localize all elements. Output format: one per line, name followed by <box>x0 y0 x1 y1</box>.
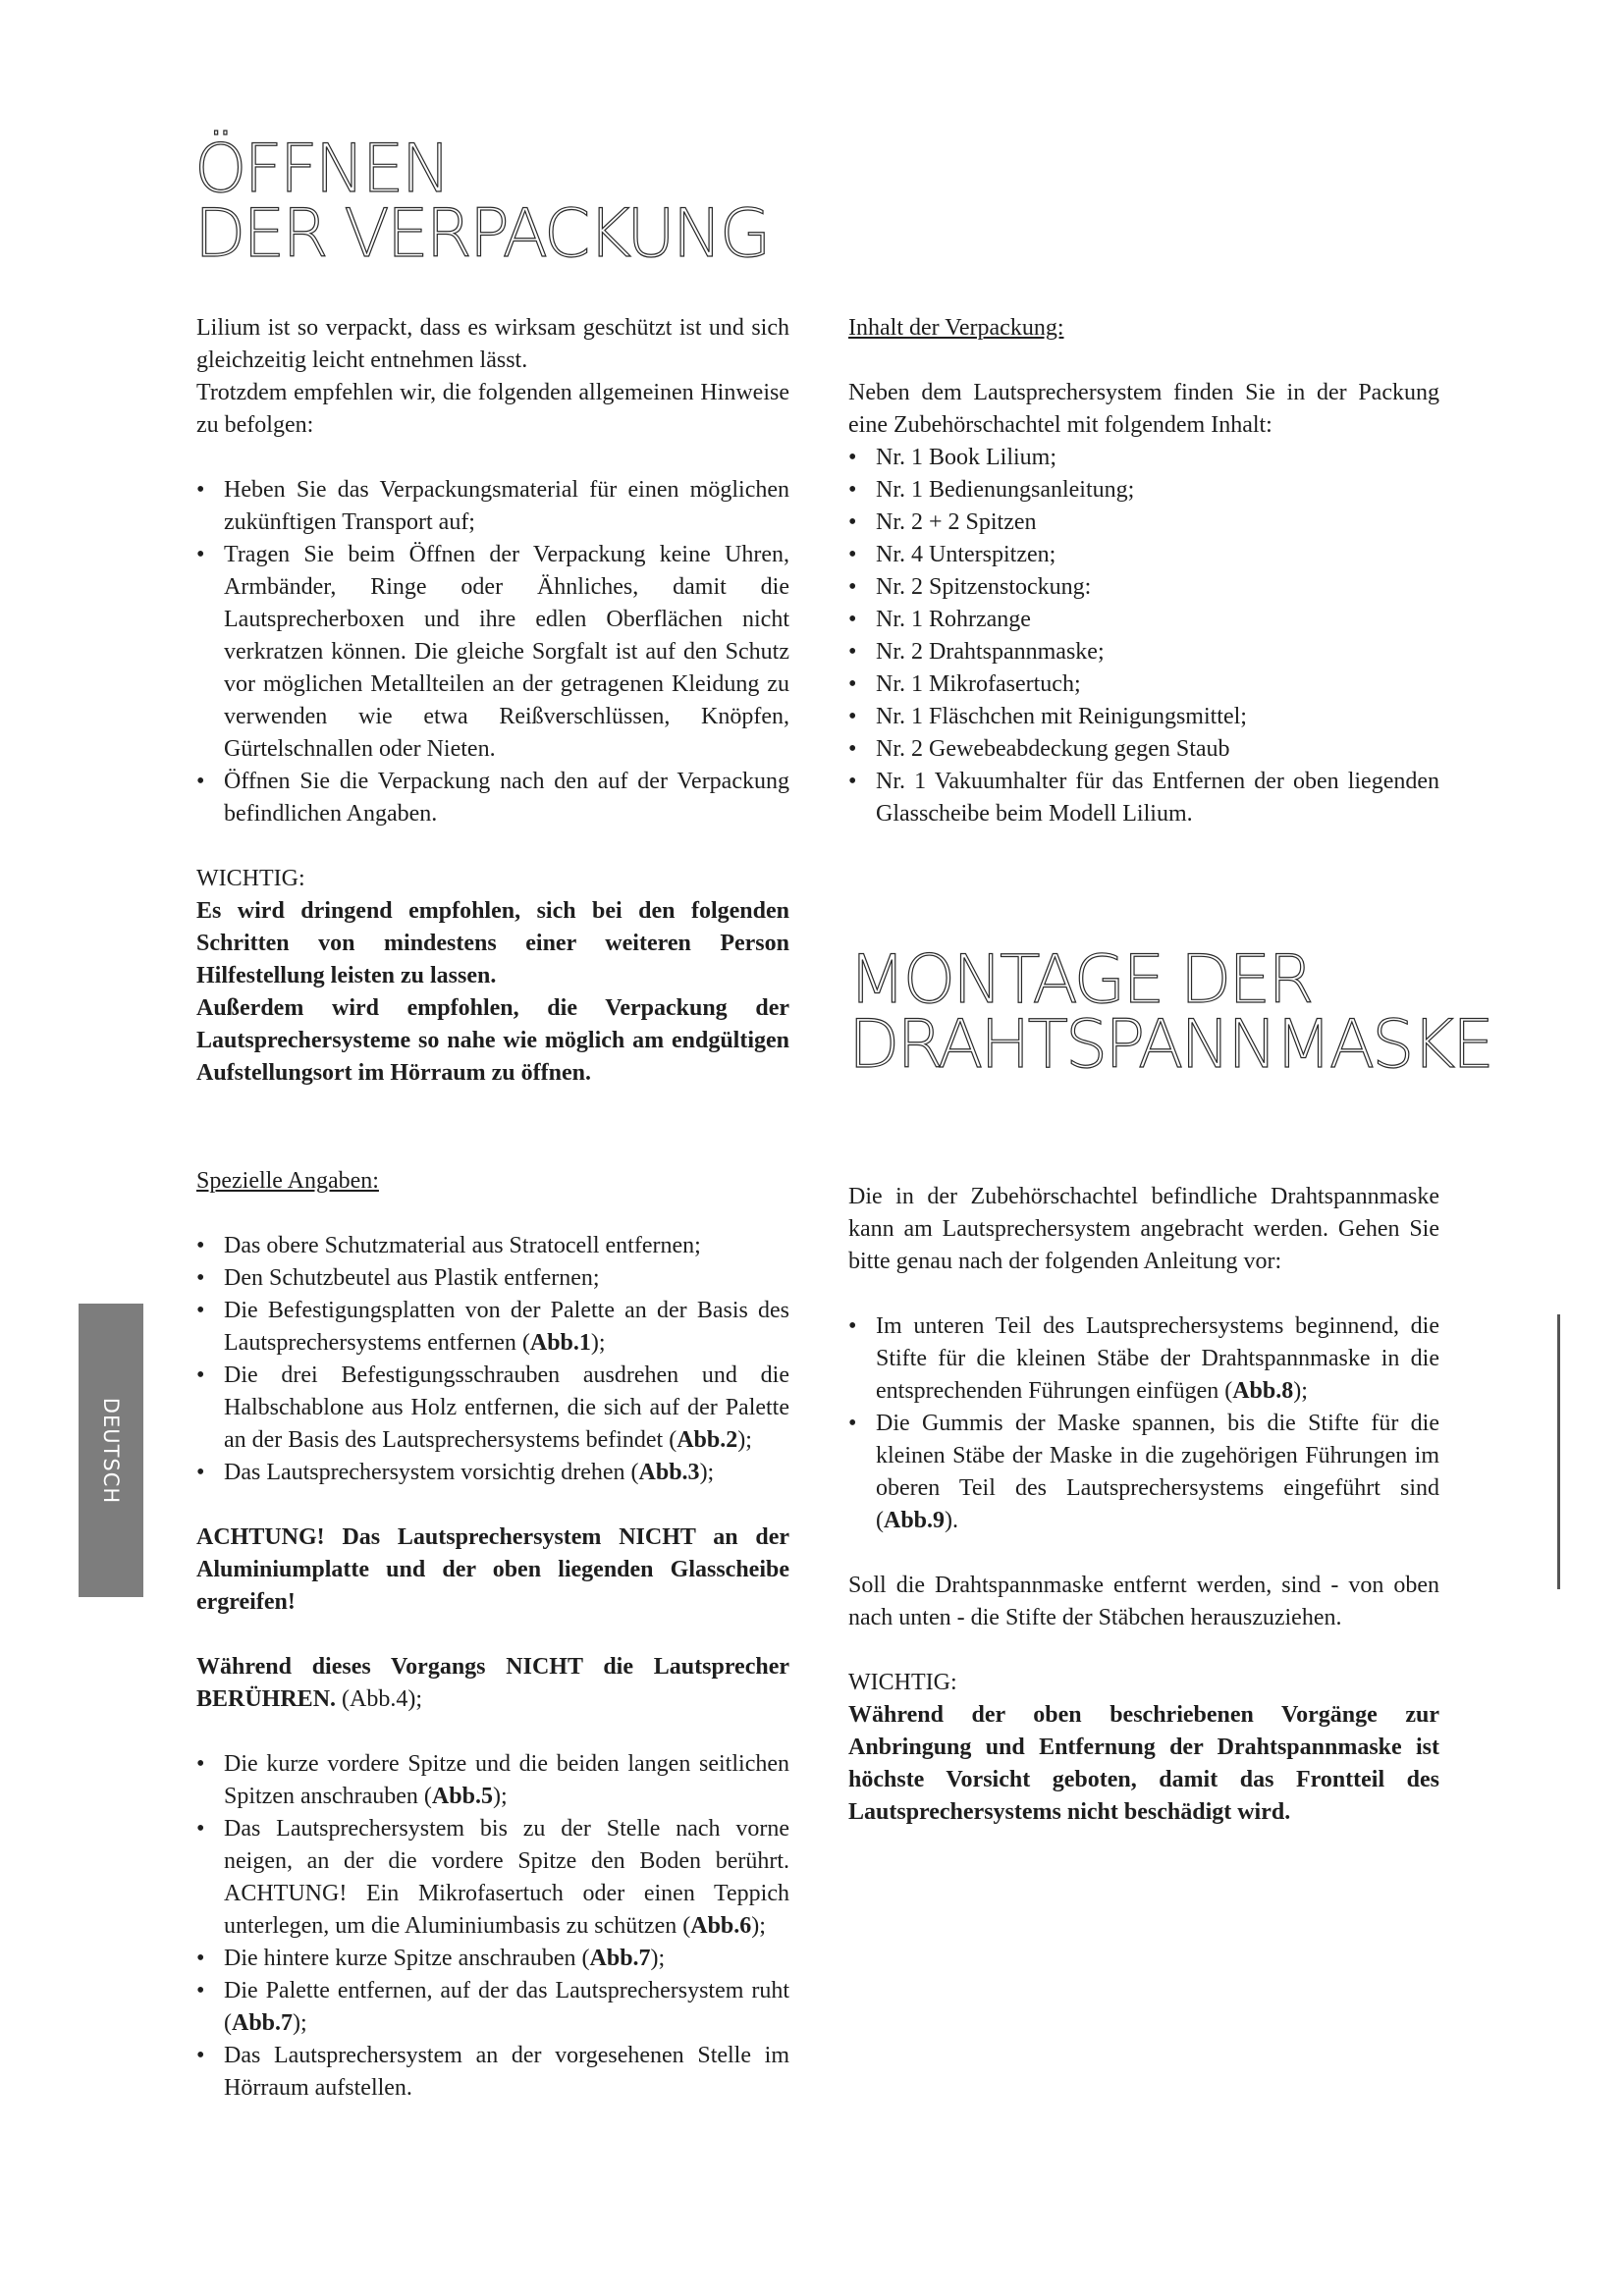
list-item: • Nr. 2 Spitzenstockung: <box>848 571 1439 604</box>
mask-intro: Die in der Zubehörschachtel befindliche Drahtspannmaske kann am Lautsprechersystem angebracht werden. Gehen Sie bitte genau nach der folgenden Anleitung vor: <box>848 1184 1439 1274</box>
list-item: • Öffnen Sie die Verpackung nach den auf der Verpackung befindlichen Angaben. <box>196 766 789 830</box>
opening-bullet-list <box>196 474 789 830</box>
page-edge-marker <box>1557 1314 1560 1589</box>
contents-intro: Neben dem Lautsprechersystem finden Sie in der Packung eine Zubehörschachtel mit folgendem Inhalt: <box>848 380 1439 438</box>
language-label: DEUTSCH <box>99 1397 123 1504</box>
figure-ref: Abb.7 <box>589 1946 651 1971</box>
list-item: • Die kurze vordere Spitze und die beiden langen seitlichen Spitzen anschrauben (Abb.5); <box>196 1748 789 1813</box>
during-text: Während dieses Vorgangs NICHT die Lautsprecher BERÜHREN. (Abb.4); <box>196 1654 789 1712</box>
list-item: • Im unteren Teil des Lautsprechersystems beginnend, die Stifte für die kleinen Stäbe der Drahtspannmaske in die entsprechenden Führungen einfügen (Abb.8); <box>848 1310 1439 1408</box>
intro-paragraph-2: Trotzdem empfehlen wir, die folgenden allgemeinen Hinweise zu befolgen: <box>196 380 789 438</box>
important-label: WICHTIG: <box>848 1670 957 1695</box>
mask-removal-text: Soll die Drahtspannmaske entfernt werden, sind - von oben nach unten - die Stifte der Stäbchen herauszuziehen. <box>848 1573 1439 1630</box>
section-title-opening <box>194 131 769 273</box>
figure-ref: Abb.5 <box>431 1784 493 1809</box>
list-item: • Die drei Befestigungsschrauben ausdrehen und die Halbschablone aus Holz entfernen, die sich auf der Palette an der Basis des Lautsprechersystems befindet (Abb.2); <box>196 1360 789 1457</box>
list-item: • Nr. 1 Fläschchen mit Reinigungsmittel; <box>848 701 1439 733</box>
list-item: • Nr. 2 Gewebeabdeckung gegen Staub <box>848 733 1439 766</box>
special-instructions-column <box>196 1165 789 2105</box>
special-heading: Spezielle Angaben: <box>196 1168 379 1194</box>
title-line-2: DER VERPACKUNG <box>194 195 769 273</box>
figure-ref: Abb.2 <box>677 1427 738 1453</box>
title-line-2: DRAHTSPANNMASKE <box>848 1006 1492 1084</box>
list-item: • Die Befestigungsplatten von der Palette an der Basis des Lautsprechersystems entfernen (Abb.1); <box>196 1295 789 1360</box>
warning-text: ACHTUNG! Das Lautsprechersystem NICHT an der Aluminiumplatte und der oben liegenden Glasscheibe ergreifen! <box>196 1524 789 1615</box>
important-text: Während der oben beschriebenen Vorgänge zur Anbringung und Entfernung der Drahtspannmaske ist höchste Vorsicht geboten, damit das Frontteil des Lautsprechersystems nicht beschädigt wird. <box>848 1702 1439 1825</box>
list-item: • Nr. 1 Rohrzange <box>848 604 1439 636</box>
figure-ref: Abb.8 <box>1232 1378 1294 1404</box>
list-item: • Nr. 2 + 2 Spitzen <box>848 507 1439 539</box>
list-item: • Das Lautsprechersystem vorsichtig drehen (Abb.3); <box>196 1457 789 1489</box>
list-item: • Nr. 1 Book Lilium; <box>848 442 1439 474</box>
figure-ref: Abb.3 <box>638 1460 700 1485</box>
important-label: WICHTIG: <box>196 866 305 891</box>
contents-list <box>848 442 1439 830</box>
important-text-2: Außerdem wird empfohlen, die Verpackung der Lautsprechersysteme so nahe wie möglich am endgültigen Aufstellungsort im Hörraum zu öffnen. <box>196 995 789 1086</box>
list-item: • Das obere Schutzmaterial aus Stratocell entfernen; <box>196 1230 789 1262</box>
special-bullet-list-2 <box>196 1748 789 2105</box>
figure-ref: Abb.7 <box>232 2010 294 2036</box>
list-item: • Nr. 1 Bedienungsanleitung; <box>848 474 1439 507</box>
special-bullet-list-1 <box>196 1230 789 1489</box>
list-item: • Nr. 1 Mikrofasertuch; <box>848 668 1439 701</box>
list-item: • Den Schutzbeutel aus Plastik entfernen; <box>196 1262 789 1295</box>
figure-ref: Abb.9 <box>884 1508 946 1533</box>
list-item: • Nr. 1 Vakuumhalter für das Entfernen der oben liegenden Glasscheibe beim Modell Lilium. <box>848 766 1439 830</box>
section-title-mask <box>848 941 1492 1084</box>
contents-heading: Inhalt der Verpackung: <box>848 315 1064 341</box>
title-line-1: ÖFFNEN <box>194 131 449 208</box>
list-item: • Nr. 2 Drahtspannmaske; <box>848 636 1439 668</box>
list-item: • Das Lautsprechersystem bis zu der Stelle nach vorne neigen, an der die vordere Spitze den Boden berührt. ACHTUNG! Ein Mikrofasertuch oder einen Teppich unterlegen, um die Aluminiumbasis zu schützen (Abb.6); <box>196 1813 789 1943</box>
figure-ref: Abb.6 <box>690 1913 752 1939</box>
intro-paragraph-1: Lilium ist so verpackt, dass es wirksam geschützt ist und sich gleichzeitig leicht entnehmen lässt. <box>196 315 789 373</box>
opening-text-column <box>196 312 789 1090</box>
list-item: • Die Gummis der Maske spannen, bis die Stifte für die kleinen Stäbe der Maske in die zugehörigen Führungen im oberen Teil des Lautsprechersystems eingeführt sind (Abb.9). <box>848 1408 1439 1537</box>
list-item: • Tragen Sie beim Öffnen der Verpackung keine Uhren, Armbänder, Ringe oder Ähnliches, damit die Lautsprecherboxen und ihre edlen Oberflächen nicht verkratzen können. Die gleiche Sorgfalt ist auf den Schutz vor möglichen Metallteilen an der getragenen Kleidung zu verwenden wie etwa Reißverschlüssen, Knöpfen, Gürtelschnallen oder Nieten. <box>196 539 789 766</box>
important-text-1: Es wird dringend empfohlen, sich bei den folgenden Schritten von mindestens einer weiteren Person Hilfestellung leisten zu lassen. <box>196 898 789 988</box>
language-side-tab <box>79 1304 143 1597</box>
list-item: • Das Lautsprechersystem an der vorgesehenen Stelle im Hörraum aufstellen. <box>196 2040 789 2105</box>
title-line-1: MONTAGE DER <box>848 941 1312 1019</box>
list-item: • Die Palette entfernen, auf der das Lautsprechersystem ruht (Abb.7); <box>196 1975 789 2040</box>
list-item: • Heben Sie das Verpackungsmaterial für einen möglichen zukünftigen Transport auf; <box>196 474 789 539</box>
package-contents-column <box>848 312 1439 830</box>
figure-ref: Abb.1 <box>529 1330 591 1356</box>
mask-bullet-list <box>848 1310 1439 1537</box>
mask-mounting-column <box>848 1181 1439 1829</box>
list-item: • Nr. 4 Unterspitzen; <box>848 539 1439 571</box>
list-item: • Die hintere kurze Spitze anschrauben (Abb.7); <box>196 1943 789 1975</box>
